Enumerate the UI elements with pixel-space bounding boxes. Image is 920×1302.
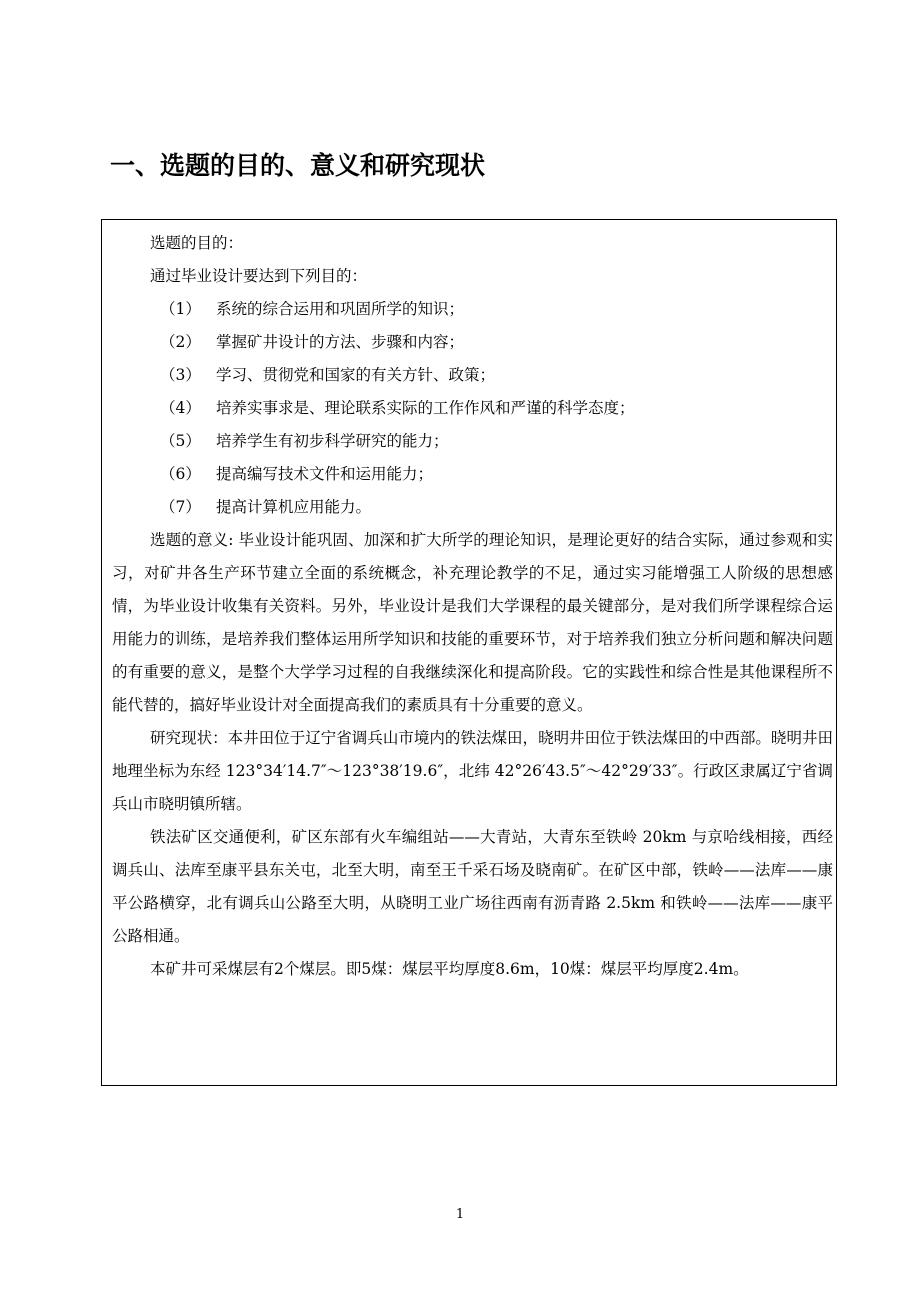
content-body (112, 227, 833, 986)
purpose-item-number: （6） (160, 465, 201, 483)
purpose-item (112, 326, 833, 359)
content-box (101, 219, 837, 1086)
coal-seam-paragraph: 本矿井可采煤层有2个煤层。即5煤：煤层平均厚度8.6m，10煤：煤层平均厚度2.4m。 (150, 960, 749, 978)
purpose-item (112, 392, 833, 425)
purpose-item (112, 491, 833, 524)
purpose-item-number: （3） (160, 366, 201, 384)
purpose-item (112, 425, 833, 458)
purpose-label: 选题的目的： (150, 234, 244, 252)
purpose-item-number: （7） (160, 498, 201, 516)
purpose-item-text: 培养实事求是、理论联系实际的工作作风和严谨的科学态度； (216, 399, 635, 417)
significance-paragraph: 选题的意义: 毕业设计能巩固、加深和扩大所学的理论知识，是理论更好的结合实际，通过参观和实习，对矿井各生产环节建立全面的系统概念，补充理论教学的不足，通过实习能增强工人阶级的思想感情，为毕业设计收集有关资料。另外，毕业设计是我们大学课程的最关键部分，是对我们所学课程综合运用能力的训练，是培养我们整体运用所学知识和技能的重要环节，对于培养我们独立分析问题和解决问题的有重要的意义，是整个大学学习过程的自我继续深化和提高阶段。它的实践性和综合性是其他课程所不能代替的，搞好毕业设计对全面提高我们的素质具有十分重要的意义。 (112, 531, 833, 714)
purpose-intro: 通过毕业设计要达到下列目的： (150, 267, 368, 285)
purpose-item-text: 提高计算机应用能力。 (216, 498, 372, 516)
purpose-item (112, 359, 833, 392)
purpose-item-number: （1） (160, 300, 201, 318)
page-number: 1 (455, 1207, 465, 1222)
purpose-item-text: 系统的综合运用和巩固所学的知识； (216, 300, 465, 318)
traffic-paragraph: 铁法矿区交通便利，矿区东部有火车编组站——大青站，大青东至铁岭 20km 与京哈线相接，西经调兵山、法库至康平县东关屯，北至大明，南至王千采石场及晓南矿。在矿区中部，铁岭——法库——康平公路横穿，北有调兵山公路至大明，从晓明工业广场往西南有沥青路 2.5km 和铁岭——法库——康平公路相通。 (112, 828, 833, 945)
purpose-item-number: （4） (160, 399, 201, 417)
research-status-paragraph: 研究现状：本井田位于辽宁省调兵山市境内的铁法煤田，晓明井田位于铁法煤田的中西部。晓明井田地理坐标为东经 123°34′14.7″～123°38′19.6″，北纬 42°26′43.5″～42°29′33″。行政区隶属辽宁省调兵山市晓明镇所辖。 (112, 729, 833, 813)
purpose-item-number: （5） (160, 432, 201, 450)
purpose-item-text: 培养学生有初步科学研究的能力； (216, 432, 449, 450)
purpose-item-text: 提高编写技术文件和运用能力； (216, 465, 434, 483)
purpose-item-text: 掌握矿井设计的方法、步骤和内容； (216, 333, 465, 351)
purpose-item-text: 学习、贯彻党和国家的有关方针、政策； (216, 366, 496, 384)
purpose-item (112, 458, 833, 491)
purpose-item (112, 293, 833, 326)
section-heading: 一、选题的目的、意义和研究现状 (110, 151, 486, 180)
purpose-item-number: （2） (160, 333, 201, 351)
